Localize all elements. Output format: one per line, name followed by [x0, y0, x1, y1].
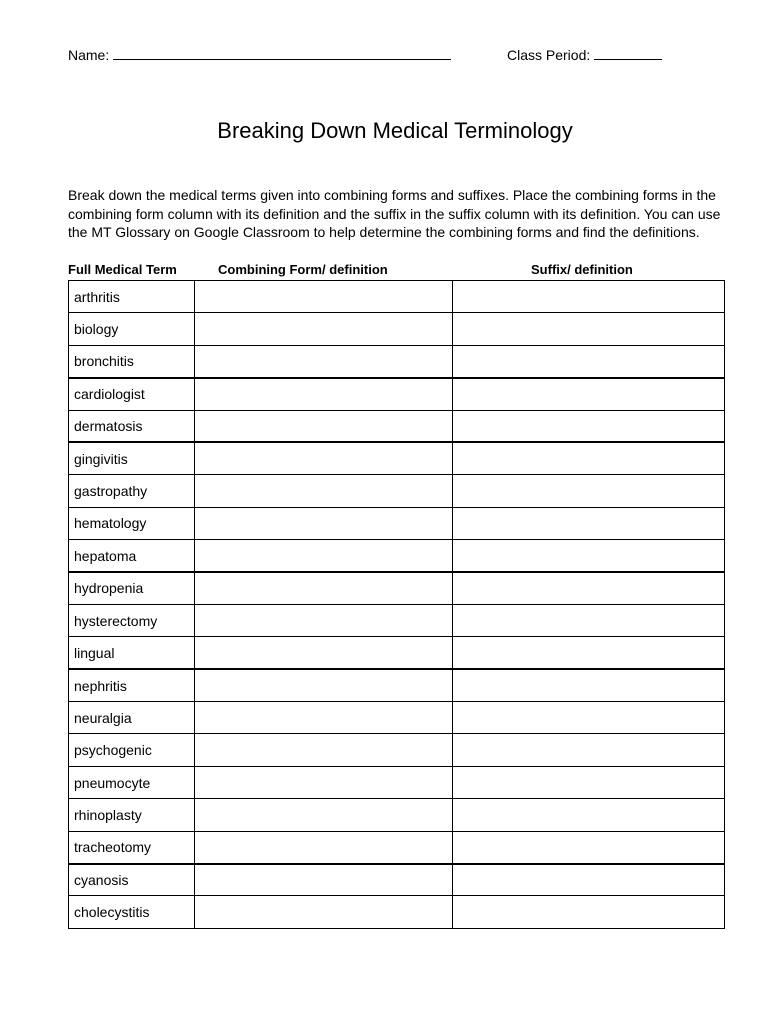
- term-cell: gastropathy: [69, 475, 195, 507]
- combining-form-cell[interactable]: [195, 507, 453, 539]
- combining-form-cell[interactable]: [195, 669, 453, 701]
- suffix-cell[interactable]: [453, 864, 725, 896]
- suffix-cell[interactable]: [453, 702, 725, 734]
- combining-form-cell[interactable]: [195, 604, 453, 636]
- table-row: [69, 766, 725, 798]
- suffix-cell[interactable]: [453, 540, 725, 572]
- combining-form-cell[interactable]: [195, 831, 453, 863]
- term-cell: bronchitis: [69, 345, 195, 377]
- table-row: [69, 313, 725, 345]
- term-cell: cyanosis: [69, 864, 195, 896]
- column-header-combining-form: Combining Form/ definition: [218, 262, 388, 277]
- combining-form-cell[interactable]: [195, 378, 453, 410]
- combining-form-cell[interactable]: [195, 572, 453, 604]
- combining-form-cell[interactable]: [195, 281, 453, 313]
- term-cell: pneumocyte: [69, 766, 195, 798]
- suffix-cell[interactable]: [453, 604, 725, 636]
- table-row: [69, 604, 725, 636]
- term-cell: psychogenic: [69, 734, 195, 766]
- suffix-cell[interactable]: [453, 475, 725, 507]
- table-row: [69, 702, 725, 734]
- term-cell: arthritis: [69, 281, 195, 313]
- table-row: [69, 637, 725, 669]
- table-row: [69, 475, 725, 507]
- table-row: [69, 540, 725, 572]
- suffix-cell[interactable]: [453, 896, 725, 928]
- table-row: [69, 345, 725, 377]
- suffix-cell[interactable]: [453, 507, 725, 539]
- term-cell: neuralgia: [69, 702, 195, 734]
- combining-form-cell[interactable]: [195, 734, 453, 766]
- term-cell: cardiologist: [69, 378, 195, 410]
- term-cell: hepatoma: [69, 540, 195, 572]
- terms-table: [68, 280, 725, 929]
- suffix-cell[interactable]: [453, 410, 725, 442]
- suffix-cell[interactable]: [453, 637, 725, 669]
- suffix-cell[interactable]: [453, 345, 725, 377]
- suffix-cell[interactable]: [453, 572, 725, 604]
- table-row: [69, 734, 725, 766]
- combining-form-cell[interactable]: [195, 313, 453, 345]
- column-header-suffix: Suffix/ definition: [531, 262, 633, 277]
- suffix-cell[interactable]: [453, 799, 725, 831]
- suffix-cell[interactable]: [453, 669, 725, 701]
- term-cell: nephritis: [69, 669, 195, 701]
- suffix-cell[interactable]: [453, 831, 725, 863]
- name-field: [68, 45, 451, 64]
- table-row: [69, 507, 725, 539]
- suffix-cell[interactable]: [453, 313, 725, 345]
- table-row: [69, 831, 725, 863]
- term-cell: hydropenia: [69, 572, 195, 604]
- term-cell: hematology: [69, 507, 195, 539]
- table-row: [69, 799, 725, 831]
- suffix-cell[interactable]: [453, 281, 725, 313]
- table-row: [69, 442, 725, 474]
- term-cell: gingivitis: [69, 442, 195, 474]
- combining-form-cell[interactable]: [195, 702, 453, 734]
- combining-form-cell[interactable]: [195, 345, 453, 377]
- combining-form-cell[interactable]: [195, 766, 453, 798]
- table-row: [69, 896, 725, 928]
- suffix-cell[interactable]: [453, 378, 725, 410]
- term-cell: hysterectomy: [69, 604, 195, 636]
- instructions: Break down the medical terms given into combining forms and suffixes. Place the combining forms in the combining form column with its definition and the suffix in the suffix column with its definition. You can use the MT Glossary on Google Classroom to help determine the combining forms and find the definitions.: [68, 187, 721, 240]
- term-cell: cholecystitis: [69, 896, 195, 928]
- term-cell: tracheotomy: [69, 831, 195, 863]
- table-row: [69, 572, 725, 604]
- table-row: [69, 378, 725, 410]
- table-row: [69, 669, 725, 701]
- term-cell: lingual: [69, 637, 195, 669]
- class-period-label: Class Period:: [507, 47, 591, 63]
- suffix-cell[interactable]: [453, 734, 725, 766]
- term-cell: rhinoplasty: [69, 799, 195, 831]
- combining-form-cell[interactable]: [195, 864, 453, 896]
- table-row: [69, 864, 725, 896]
- combining-form-cell[interactable]: [195, 799, 453, 831]
- name-label: Name:: [68, 47, 110, 63]
- combining-form-cell[interactable]: [195, 637, 453, 669]
- combining-form-cell[interactable]: [195, 475, 453, 507]
- combining-form-cell[interactable]: [195, 896, 453, 928]
- table-row: [69, 410, 725, 442]
- suffix-cell[interactable]: [453, 442, 725, 474]
- class-period-field: [507, 45, 662, 64]
- column-header-full-term: Full Medical Term: [68, 262, 177, 277]
- class-period-blank-line[interactable]: [594, 45, 662, 60]
- name-blank-line[interactable]: [113, 45, 451, 60]
- suffix-cell[interactable]: [453, 766, 725, 798]
- term-cell: biology: [69, 313, 195, 345]
- combining-form-cell[interactable]: [195, 442, 453, 474]
- combining-form-cell[interactable]: [195, 540, 453, 572]
- table-row: [69, 281, 725, 313]
- worksheet-title: Breaking Down Medical Terminology: [217, 118, 573, 143]
- term-cell: dermatosis: [69, 410, 195, 442]
- combining-form-cell[interactable]: [195, 410, 453, 442]
